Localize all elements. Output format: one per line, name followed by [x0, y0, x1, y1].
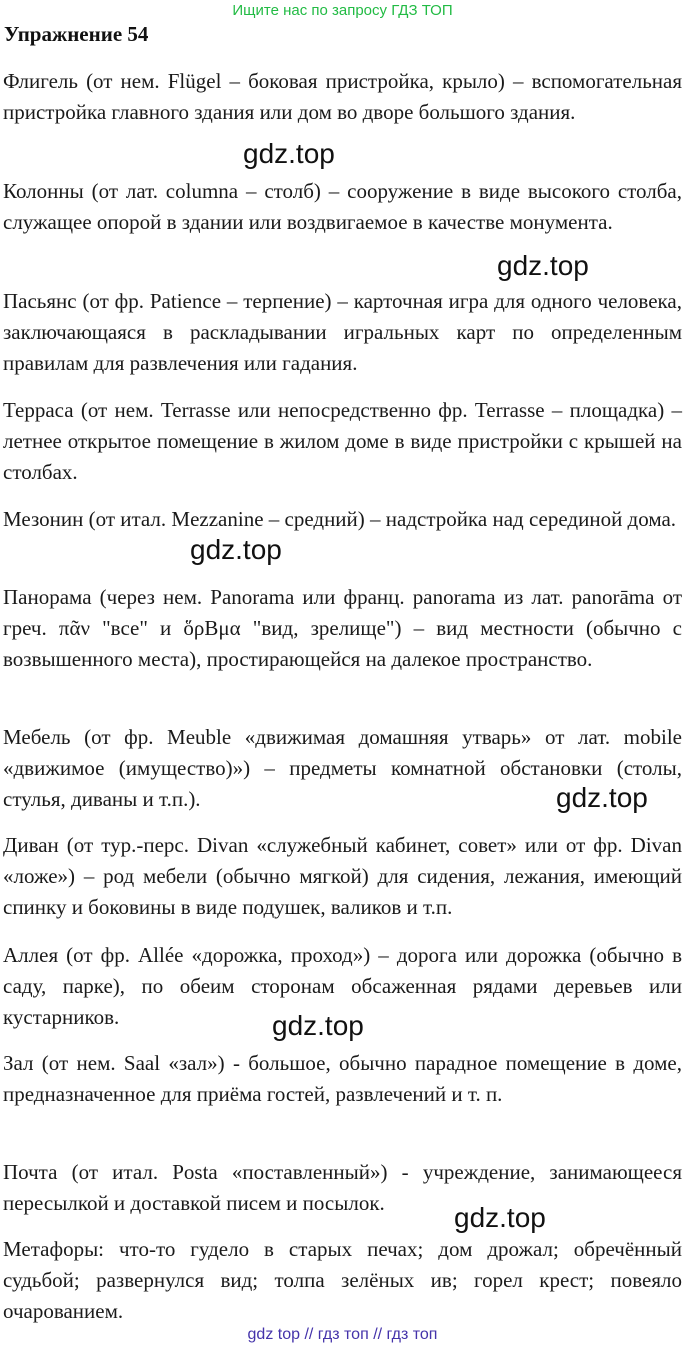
paragraph-pochta: Почта (от итал. Posta «поставленный») - учреждение, занимающееся пересылкой и доставкой писем и посылок.: [3, 1160, 682, 1215]
footer-links: gdz top // гдз топ // гдз топ: [247, 1326, 438, 1343]
paragraph-kolonny: Колонны (от лат. columna – столб) – сооружение в виде высокого столба, служащее опорой в здании или воздвигаемое в качестве монумента.: [3, 179, 682, 234]
paragraph-pasyans: Пасьянс (от фр. Patience – терпение) – карточная игра для одного человека, заключающаяся в раскладывании игральных карт по определенным правилам для развлечения или гадания.: [3, 289, 682, 375]
paragraph-divan: Диван (от тур.-перс. Divan «служебный кабинет, совет» или от фр. Divan «ложе») – род мебели (обычно мягкой) для сидения, лежания, имеющий спинку и боковины в виде подушек, валиков и т.п.: [3, 833, 682, 919]
watermark: gdz.top: [454, 1202, 546, 1233]
paragraph-fligel: Флигель (от нем. Flügel – боковая пристройка, крыло) – вспомогательная пристройка главного здания или дом во дворе большого здания.: [3, 69, 682, 124]
paragraph-alleya: Аллея (от фр. Allée «дорожка, проход») – дорога или дорожка (обычно в саду, парке), по обеим сторонам обсаженная рядами деревьев или кустарников.: [3, 943, 682, 1029]
watermark: gdz.top: [243, 138, 335, 169]
watermark: gdz.top: [272, 1010, 364, 1041]
exercise-title: Упражнение 54: [4, 22, 149, 46]
watermark: gdz.top: [556, 782, 648, 813]
watermark: gdz.top: [497, 250, 589, 281]
top-banner: Ищите нас по запросу ГДЗ ТОП: [232, 2, 453, 19]
paragraph-zal: Зал (от нем. Saal «зал») - большое, обычно парадное помещение в доме, предназначенное для приёма гостей, развлечений и т. п.: [3, 1051, 682, 1106]
paragraph-metafory: Метафоры: что-то гудело в старых печах; дом дрожал; обречённый судьбой; развернулся вид; толпа зелёных ив; горел крест; повеяло очарованием.: [3, 1237, 682, 1323]
paragraph-panorama: Панорама (через нем. Panorama или франц. panorama из лат. panorāma от греч. πᾶν "все" и ὅρBμα "вид, зрелище") – вид местности (обычно с возвышенного места), простирающейся на далекое пространство.: [3, 585, 682, 671]
paragraph-mezonin: Мезонин (от итал. Mezzanine – средний) – надстройка над серединой дома.: [3, 507, 677, 531]
watermark: gdz.top: [190, 534, 282, 565]
paragraph-mebel: Мебель (от фр. Meuble «движимая домашняя утварь» от лат. mobile «движимое (имущество)») – предметы комнатной обстановки (столы, стулья, диваны и т.п.).: [3, 725, 682, 811]
paragraph-terrasa: Терраса (от нем. Terrasse или непосредственно фр. Terrasse – площадка) – летнее открытое помещение в жилом доме в виде пристройки с крышей на столбах.: [3, 398, 682, 484]
